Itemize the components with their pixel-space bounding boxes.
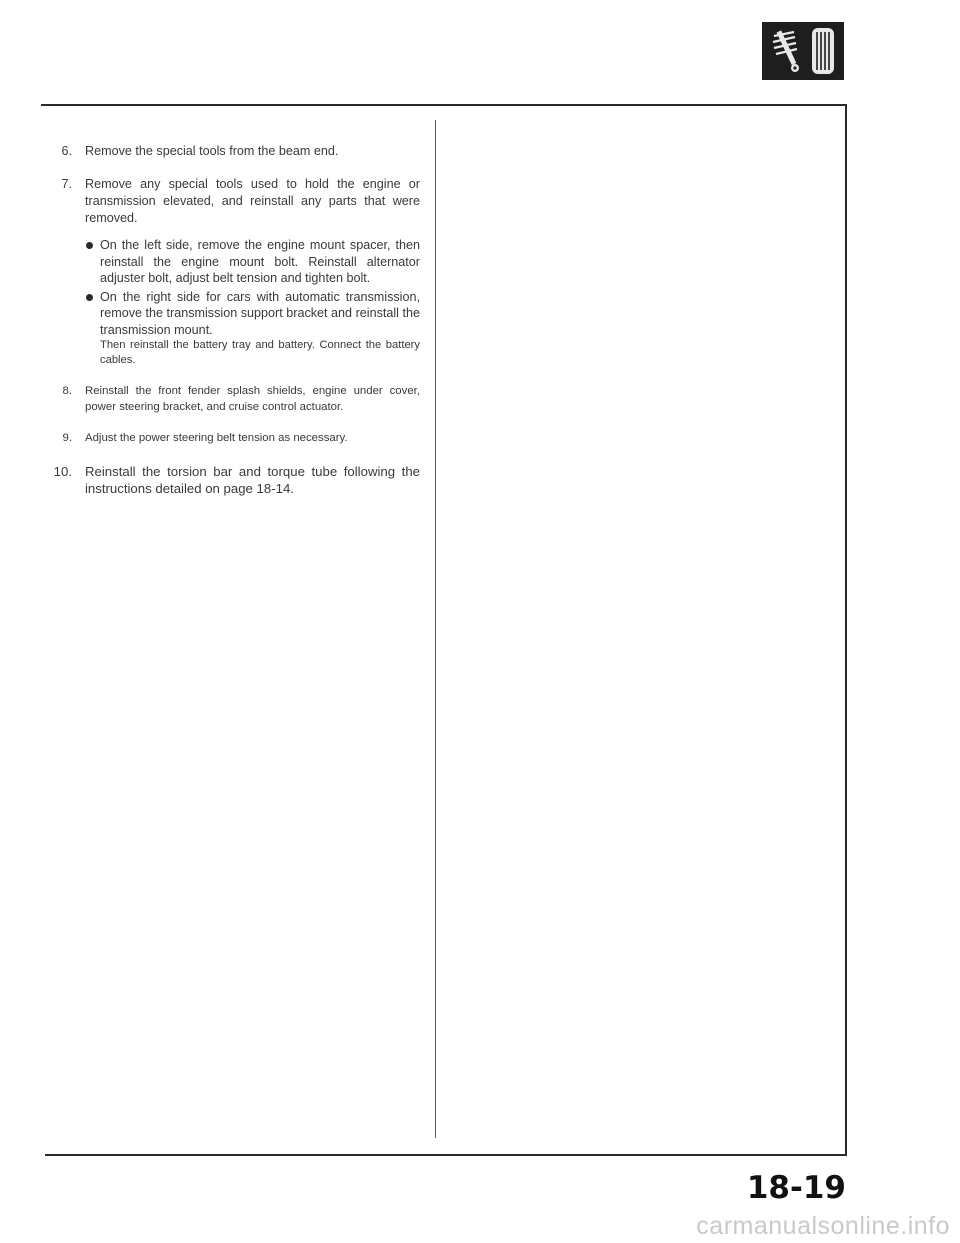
page-number: 18-19 <box>746 1170 846 1206</box>
step-number: 7. <box>61 177 72 191</box>
bullet-item-left-side <box>85 237 420 287</box>
top-rule <box>41 104 846 106</box>
bullet-item-right-side <box>85 289 420 369</box>
watermark-text: carmanualsonline.info <box>696 1212 950 1240</box>
step-text: Reinstall the torsion bar and torque tube following the instructions detailed on page 18-14. <box>85 463 420 496</box>
step-number: 10. <box>53 463 72 479</box>
step-6 <box>52 143 420 160</box>
bullet-icon <box>86 294 93 301</box>
step-9 <box>52 431 420 447</box>
instruction-column <box>52 143 420 513</box>
bullet-continuation: Then reinstall the battery tray and battery. Connect the battery cables. <box>100 339 420 366</box>
bullet-text: On the left side, remove the engine mount spacer, then reinstall the engine mount bolt. Reinstall alternator adjuster bolt, adjust belt tension and tighten bolt. <box>100 238 420 285</box>
step-7 <box>52 176 420 227</box>
step-number: 9. <box>62 432 72 444</box>
bottom-rule <box>45 1154 847 1156</box>
step-text: Reinstall the front fender splash shields, engine under cover, power steering bracket, and cruise control actuator. <box>85 385 420 413</box>
step-text: Remove any special tools used to hold the engine or transmission elevated, and reinstall any parts that were removed. <box>85 177 420 225</box>
right-rule <box>845 104 847 1156</box>
step-text: Remove the special tools from the beam end. <box>85 144 339 158</box>
step-8 <box>52 384 420 415</box>
step-number: 8. <box>62 385 72 397</box>
step-number: 6. <box>61 144 72 158</box>
column-divider <box>435 120 436 1138</box>
step-10 <box>52 463 420 497</box>
step-text: Adjust the power steering belt tension as necessary. <box>85 432 348 444</box>
suspension-strut-icon <box>762 22 844 80</box>
bullet-text: On the right side for cars with automatic transmission, remove the transmission support bracket and reinstall the transmission mount. <box>100 289 420 337</box>
bullet-icon <box>86 242 93 249</box>
step-7-bullet-list <box>85 237 420 368</box>
